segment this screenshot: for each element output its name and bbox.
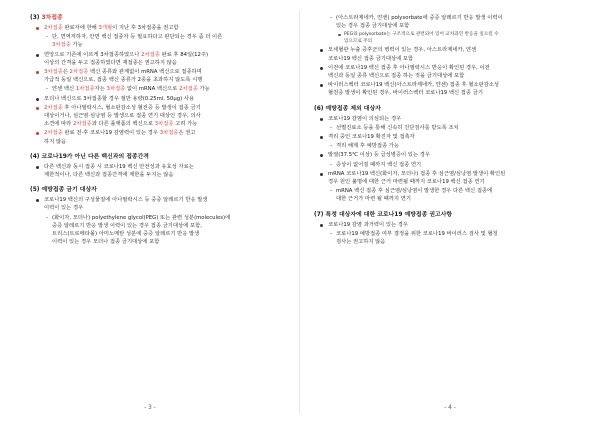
text-line (44, 171, 286, 179)
text-run: 코로나19 감염 과거력이 있는 경우 (328, 221, 408, 228)
text-run: 이전에 코로나19 백신 접종 후 아나필락시스 반응이 확인된 경우, 이전 (328, 64, 490, 71)
text-run: 검사는 권고하지 않음 (336, 239, 386, 246)
page-number-right: - 4 - (444, 405, 456, 411)
text-line (328, 151, 570, 159)
text-line (328, 221, 570, 229)
text-line (52, 33, 286, 41)
text-line (44, 120, 286, 128)
page-right (300, 0, 600, 424)
sub-item (314, 14, 570, 30)
bullet-item (30, 68, 286, 84)
text-line (328, 55, 570, 63)
text-line (44, 138, 286, 146)
text-line (336, 230, 570, 238)
text-line (52, 238, 286, 246)
highlight-text: 1차접종 (75, 86, 95, 93)
text-run: 백신과 동일 종류 백신으로 접종 하는 것을 금기대상에 포함 (328, 73, 465, 80)
text-line (44, 76, 286, 84)
text-run: 은 권고 (178, 130, 196, 137)
sub-item (314, 124, 570, 132)
text-line (44, 68, 286, 76)
section-heading (30, 153, 286, 161)
text-run: 면앙으로 기존에 이르게 3차접종하였으나 (44, 51, 142, 58)
sub-item (314, 161, 570, 169)
text-run: 완료 후 84일(12주) (159, 51, 209, 58)
text-line (344, 38, 570, 45)
sub-item (314, 187, 570, 203)
text-run: 자는 (94, 86, 107, 93)
text-run: 코로나19 백신 접종 금기대상에 포함 (328, 55, 414, 62)
text-line (336, 142, 570, 150)
bullet-item (30, 163, 286, 179)
text-run: 혈전증 발생이 확인된 경우, 바이러스벡터 코로나19 백신 접종 금기 (328, 90, 483, 97)
bullet-item (30, 129, 286, 145)
highlight-text: 3차접종 (41, 15, 63, 21)
bullet-item (30, 196, 286, 212)
bullet-item (314, 151, 570, 159)
sub-item (314, 142, 570, 150)
text-run: 고려 가능 (173, 121, 198, 128)
text-line (336, 238, 570, 246)
bullet-item (314, 133, 570, 141)
highlight-text: 3차접종 (159, 130, 179, 137)
text-line (328, 89, 570, 97)
highlight-text: 2차접종 (179, 86, 198, 93)
text-run: 코로나19 백신의 구성물질에 아나필락시스 등 중증 알레르기 반응 발생 (44, 197, 208, 204)
highlight-text: 3개월 (98, 25, 113, 31)
bullet-item (314, 170, 570, 186)
text-run: 코로나19 감염이 의심되는 경우 (328, 115, 402, 122)
text-run: mRNA 코로나19 백신(화이자, 모더나) 접종 후 심근염/심낭염 발생이 확인된 (328, 170, 506, 177)
text-line (328, 178, 570, 186)
text-line (52, 85, 286, 93)
text-line (328, 170, 570, 178)
highlight-text: 2차접종 (69, 69, 89, 76)
text-run: 이 지난 후 3차접종을 권고함 (112, 25, 179, 31)
text-run: 단, 면역저하자, 안면 백신 접종자 등 필요하다고 판단되는 경우 좀 더 이른 (52, 34, 223, 41)
text-line (328, 72, 570, 80)
page-number-left: - 3 - (144, 405, 156, 411)
text-line (52, 222, 286, 230)
text-run: 격리 해제 후 예방접종 가능 (336, 143, 400, 150)
text-line (336, 22, 570, 30)
highlight-text: 3차접종 (106, 86, 126, 93)
text-line (52, 214, 286, 222)
text-line (328, 133, 570, 141)
text-run: (3) (30, 15, 42, 21)
text-line (44, 129, 286, 137)
text-run: 경우 원인 불명에 대한 근거 마련될 때까지 코로나19 백신 접종 연기 (328, 179, 485, 186)
text-run: PEG와 polysorbate는 구조적으로 관련되어 있어 교차과민 반응을 일으킬 수 (344, 32, 499, 38)
text-run: (5) 예방접종 금기 대상자 (30, 187, 97, 194)
text-line (328, 81, 570, 89)
text-run: (6) 예방접종 제외 대상자 (314, 105, 381, 112)
section-heading (30, 186, 286, 194)
text-line (52, 41, 286, 49)
text-line (44, 51, 286, 59)
text-run: 하지 않음 (44, 138, 67, 145)
text-run: (아스트라제네카, 얀센) polysorbate에 중증 알레르기 반응 발생 이력이 (336, 15, 503, 21)
text-run: (7) 특정 대상자에 대한 코로나19 예방접종 권고사항 (314, 211, 453, 218)
section-heading (314, 105, 570, 113)
sub-item (30, 85, 286, 93)
highlight-text: 2차접종 (44, 25, 63, 31)
text-run: 없이 mRNA 백신으로 (125, 86, 180, 93)
text-line (44, 163, 286, 171)
text-run: 가능 (197, 86, 210, 93)
text-run: 선별진료소 등을 통해 신속히 진단검사를 받도록 조치 (336, 124, 459, 131)
text-run: 백신 종류와 관계없이 mRNA 백신으로 접종하며 (88, 69, 202, 76)
bullet-item (314, 64, 570, 80)
text-run: 다른 백신과 동시 접종 시 코로나19 백신 안전성과 유효성 자료는 (44, 163, 194, 170)
text-run: 격리 중인 코로나19 확진자 및 접촉자 (328, 134, 415, 141)
text-line (336, 124, 570, 132)
text-line (44, 59, 286, 67)
highlight-text: 2차접종 (44, 130, 63, 137)
text-run: 가능 (70, 42, 83, 49)
text-run: 은 (62, 69, 70, 76)
highlight-text: 2차접종 (44, 104, 63, 111)
text-line (328, 115, 570, 123)
text-line (336, 187, 570, 195)
text-line (336, 161, 570, 169)
text-line (44, 112, 286, 120)
note-item (314, 31, 570, 45)
text-line (328, 64, 570, 72)
text-line (44, 104, 286, 112)
highlight-text: 2차접종 (141, 51, 160, 58)
text-line (52, 230, 286, 238)
bullet-item (30, 95, 286, 103)
bullet-item (314, 221, 570, 229)
text-run: 가급적 동일 백신으로, 접종 백신 종류가 2종을 초과하지 않도록 시행 (44, 77, 203, 84)
text-run: 있으므로 주의 (344, 39, 373, 45)
text-run: 완료 전·후 코로나19 감염력이 있는 경우 (62, 130, 160, 137)
highlight-text: 3차접종 (154, 121, 174, 128)
text-run: 얀센 백신 (52, 86, 76, 93)
text-run: 이력이 있는 경우 (44, 205, 84, 212)
bullet-item (30, 51, 286, 67)
page-left-content (30, 14, 286, 247)
text-line (44, 24, 286, 32)
highlight-text: 2차접종 (72, 121, 92, 128)
bullet-item (314, 46, 570, 62)
text-run: 증상이 없어질 때까지 백신 접종 연기 (336, 161, 422, 168)
text-line (328, 46, 570, 54)
text-run: (화이자, 모더나) polyethylene glycol(PEG) 또는 관련 성분(molecules)에 (52, 214, 231, 221)
text-run: 모세혈관 누출 증후군의 병력이 있는 경우, 아스트라제네카, 얀센 (328, 47, 477, 54)
text-line (336, 195, 570, 203)
sub-item (30, 214, 286, 247)
text-run: 완료자에 한해 (62, 25, 99, 31)
text-run: 모더나 백신으로 3차접종할 경우 절반 용량(0.25ml, 50μg) 사용 (44, 95, 195, 102)
highlight-text: 3차접종 (52, 42, 71, 49)
text-line (344, 31, 570, 38)
text-run: 대한 근거가 마련 될 때까지 연기 (336, 196, 411, 203)
text-run: 후 아나필락시스, 혈소판감소성 혈전증 등 발생이 접종 금기 (62, 104, 201, 111)
text-run: 트리스(트로메타몰) 아미노메탄 성분에 중증 알레르기 반응 발생 (52, 231, 200, 238)
text-line (336, 14, 570, 22)
text-run: 이상의 간격을 두고 접종하였다면 재접종은 권고하지 않음 (44, 59, 177, 66)
text-run: 소견에 따라 (44, 121, 73, 128)
text-run: 제한적이나, 다른 백신과 접종간격에 제한을 두지는 않음 (44, 172, 174, 179)
text-run: 이력이 있는 경우 모더나 접종 금기대상에 포함 (52, 239, 160, 246)
text-run: 바이러스벡터 코로나19 백신(아스트라제네카, 얀센) 접종 후 혈소판감소성 (328, 82, 500, 89)
text-line (44, 196, 286, 204)
section-heading (30, 14, 286, 22)
section-heading (314, 211, 570, 219)
bullet-item (30, 104, 286, 129)
text-line (44, 204, 286, 212)
text-run: 있는 경우 접종 금기대상에 포함 (336, 23, 410, 30)
text-run: 발열(37.5℃ 이상) 등 급성병증이 있는 경우 (328, 152, 430, 159)
bullet-item (30, 24, 286, 32)
text-run: 과 다른 플랫폼의 백신으로 (91, 121, 155, 128)
text-line (44, 95, 286, 103)
text-run: mRNA 백신 접종 후 심근염/심낭염이 발생한 경우 다른 백신 접종에 (336, 188, 493, 195)
text-run: 중증 알레르기 반응 발생 이력이 있는 경우 접종 금기대상에 포함, (52, 222, 202, 229)
sub-item (30, 33, 286, 49)
text-run: 대상이거나, 심근염·심낭염 등 발생으로 접종 연기 대상인 경우, 의사 (44, 113, 201, 120)
sub-item (314, 230, 570, 246)
bullet-item (314, 115, 570, 123)
page-right-content (314, 14, 570, 247)
bullet-item (314, 81, 570, 97)
text-run: (4) 코로나19가 아닌 다른 백신과의 접종간격 (30, 153, 149, 160)
text-run: 코로나19 예방접종 여부 결정을 위한 코로나19 바이러스 검사 및 혈청 (336, 230, 498, 237)
highlight-text: 3차접종 (44, 69, 63, 76)
